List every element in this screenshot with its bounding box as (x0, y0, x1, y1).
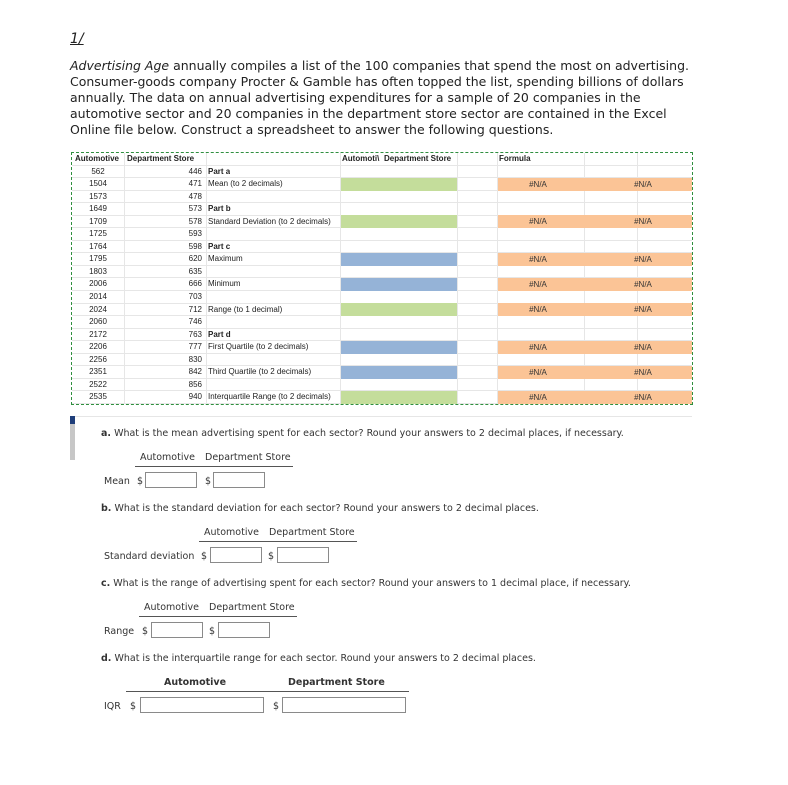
cell-formula-output[interactable] (498, 215, 692, 228)
range-label: Range (104, 626, 135, 637)
cell-automotive-value[interactable]: 2206 (89, 342, 107, 352)
na-value: #N/A (529, 342, 547, 352)
mean-automotive-input[interactable] (145, 472, 197, 488)
dollar-sign: $ (130, 701, 137, 712)
cell-automotive-value[interactable]: 2006 (89, 279, 107, 289)
na-value: #N/A (529, 254, 547, 264)
cell-formula-output[interactable] (498, 341, 692, 354)
col-header-automotive-a: Automotive (140, 452, 195, 463)
col-header-automotive-d: Automotive (164, 677, 227, 688)
question-c: c. What is the range of advertising spent for each sector? Round your answers to 1 decimal place, if necessary. (101, 578, 631, 589)
cell-department-value[interactable]: 777 (188, 342, 202, 352)
grid-line (457, 153, 458, 404)
iqr-automotive-input[interactable] (140, 697, 264, 713)
cell-automotive-result[interactable] (341, 278, 457, 291)
question-number: 1/ (70, 31, 84, 47)
cell-department-value[interactable]: 446 (188, 166, 202, 176)
cell-automotive-value[interactable]: 1725 (89, 229, 107, 239)
cell-department-value[interactable]: 573 (188, 204, 202, 214)
cell-formula-output[interactable] (498, 253, 692, 266)
cell-automotive-value[interactable]: 2535 (89, 392, 107, 402)
cell-department-value[interactable]: 856 (188, 379, 202, 389)
dollar-sign: $ (209, 626, 216, 637)
na-value: #N/A (529, 179, 547, 189)
excel-spreadsheet[interactable] (71, 152, 693, 405)
dollar-sign: $ (142, 626, 149, 637)
grid-line (72, 416, 692, 417)
cell-part-heading[interactable]: Part a (208, 166, 231, 176)
header-rule-d (126, 691, 409, 692)
header-rule-c (139, 616, 297, 617)
col-header-automotive-b: Automotive (204, 527, 259, 538)
range-department-input[interactable] (218, 622, 270, 638)
publication-name: Advertising Age (70, 58, 170, 73)
iqr-label: IQR (104, 701, 121, 712)
header-automotive-results[interactable]: Automoti\ (342, 154, 380, 163)
cell-formula-output[interactable] (498, 366, 692, 379)
cell-department-value[interactable]: 842 (188, 367, 202, 377)
grid-line (72, 240, 692, 241)
cell-automotive-value[interactable]: 2172 (89, 329, 107, 339)
cell-department-value[interactable]: 940 (188, 392, 202, 402)
cell-formula-output[interactable] (498, 278, 692, 291)
cell-department-value[interactable]: 830 (188, 354, 202, 364)
header-department-store-results[interactable]: Department Store (384, 154, 452, 163)
cell-automotive-value[interactable]: 1504 (89, 179, 107, 189)
cell-department-value[interactable]: 578 (188, 216, 202, 226)
std-automotive-input[interactable] (210, 547, 262, 563)
na-value: #N/A (634, 217, 652, 227)
na-value: #N/A (529, 392, 547, 402)
na-value: #N/A (634, 342, 652, 352)
intro-text: annually compiles a list of the 100 companies that spend the most on advertising. Consumer-goods company Procter & Gamble has often topped the list, spending billions of dollars annually. The data on annual advertising expenditures for a sample of 20 companies in the automotive sector and 20 companies in the department store sector are contained in the Excel Online file below. Construct a spreadsheet to answer the following questions. (70, 58, 689, 137)
cell-department-value[interactable]: 635 (188, 266, 202, 276)
col-header-automotive-c: Automotive (144, 602, 199, 613)
cell-automotive-result[interactable] (341, 391, 457, 404)
grid-line (72, 165, 692, 166)
cell-statistic-label[interactable]: Mean (to 2 decimals) (208, 179, 283, 189)
cell-statistic-label[interactable]: First Quartile (to 2 decimals) (208, 342, 309, 352)
standard-deviation-label: Standard deviation (104, 551, 195, 562)
cell-automotive-value[interactable]: 2522 (89, 379, 107, 389)
cell-automotive-value[interactable]: 2060 (89, 317, 107, 327)
cell-department-value[interactable]: 746 (188, 317, 202, 327)
cell-statistic-label[interactable]: Minimum (208, 279, 241, 289)
std-department-input[interactable] (277, 547, 329, 563)
na-value: #N/A (529, 305, 547, 315)
cell-automotive-result[interactable] (341, 253, 457, 266)
header-rule-a (135, 466, 293, 467)
na-value: #N/A (634, 179, 652, 189)
cell-statistic-label[interactable]: Range (to 1 decimal) (208, 304, 283, 314)
mean-department-input[interactable] (213, 472, 265, 488)
cell-department-value[interactable]: 763 (188, 329, 202, 339)
question-d: d. What is the interquartile range for each sector. Round your answers to 2 decimal places. (101, 653, 536, 664)
dollar-sign: $ (205, 476, 212, 487)
grid-line (72, 202, 692, 203)
dollar-sign: $ (201, 551, 208, 562)
grid-line (72, 328, 692, 329)
cell-automotive-value[interactable]: 2024 (89, 304, 107, 314)
col-header-department-c: Department Store (209, 602, 295, 613)
na-value: #N/A (634, 367, 652, 377)
cell-department-value[interactable]: 703 (188, 292, 202, 301)
question-b: b. What is the standard deviation for each sector? Round your answers to 2 decimal places. (101, 503, 539, 514)
dollar-sign: $ (268, 551, 275, 562)
dollar-sign: $ (137, 476, 144, 487)
cell-department-value[interactable]: 598 (188, 241, 202, 251)
range-automotive-input[interactable] (151, 622, 203, 638)
cell-automotive-result[interactable] (341, 303, 457, 316)
col-header-department-a: Department Store (205, 452, 291, 463)
cell-automotive-value[interactable]: 562 (91, 166, 105, 176)
cell-part-heading[interactable]: Part c (208, 241, 231, 251)
col-header-department-b: Department Store (269, 527, 355, 538)
cell-part-heading[interactable]: Part b (208, 204, 231, 214)
cell-automotive-value[interactable]: 1764 (89, 241, 107, 251)
na-value: #N/A (634, 254, 652, 264)
cell-automotive-result[interactable] (341, 178, 457, 191)
intro-paragraph (70, 58, 710, 138)
cell-automotive-value[interactable]: 2014 (89, 292, 107, 301)
cell-statistic-label[interactable]: Standard Deviation (to 2 decimals) (208, 216, 331, 226)
mean-label: Mean (104, 476, 130, 487)
header-department-store[interactable]: Department Store (127, 154, 195, 163)
iqr-department-input[interactable] (282, 697, 406, 713)
header-automotive[interactable]: Automotive (75, 154, 119, 163)
grid-line (124, 153, 125, 404)
cell-formula-output[interactable] (498, 178, 692, 191)
cell-automotive-value[interactable]: 1573 (89, 191, 107, 201)
cell-automotive-result[interactable] (341, 341, 457, 354)
cell-department-value[interactable]: 666 (188, 279, 202, 289)
cell-department-value[interactable]: 712 (188, 304, 202, 314)
header-rule-b (199, 541, 357, 542)
cell-automotive-result[interactable] (341, 215, 457, 228)
na-value: #N/A (634, 305, 652, 315)
cell-part-heading[interactable]: Part d (208, 329, 231, 339)
dollar-sign: $ (273, 701, 280, 712)
cell-formula-output[interactable] (498, 303, 692, 316)
header-formula[interactable]: Formula (499, 154, 531, 163)
cell-automotive-value[interactable]: 1649 (89, 204, 107, 214)
na-value: #N/A (529, 279, 547, 289)
cell-automotive-value[interactable]: 1709 (89, 216, 107, 226)
cell-statistic-label[interactable]: Maximum (208, 254, 243, 264)
question-a: a. What is the mean advertising spent for each sector? Round your answers to 2 decimal places, if necessary. (101, 428, 624, 439)
cell-statistic-label[interactable]: Third Quartile (to 2 decimals) (208, 367, 312, 377)
cell-department-value[interactable]: 593 (188, 229, 202, 239)
na-value: #N/A (529, 367, 547, 377)
scrollbar-thumb[interactable] (70, 416, 75, 424)
na-value: #N/A (634, 392, 652, 402)
grid-line (206, 153, 207, 404)
cell-automotive-value[interactable]: 1795 (89, 254, 107, 264)
cell-statistic-label[interactable]: Interquartile Range (to 2 decimals) (208, 392, 331, 402)
cell-department-value[interactable]: 471 (188, 179, 202, 189)
cell-department-value[interactable]: 478 (188, 191, 202, 201)
cell-automotive-result[interactable] (341, 366, 457, 379)
cell-automotive-value[interactable]: 2256 (89, 354, 107, 364)
na-value: #N/A (634, 279, 652, 289)
cell-automotive-value[interactable]: 1803 (89, 266, 107, 276)
cell-formula-output[interactable] (498, 391, 692, 404)
cell-department-value[interactable]: 620 (188, 254, 202, 264)
cell-automotive-value[interactable]: 2351 (89, 367, 107, 377)
col-header-department-d: Department Store (288, 677, 385, 688)
na-value: #N/A (529, 217, 547, 227)
